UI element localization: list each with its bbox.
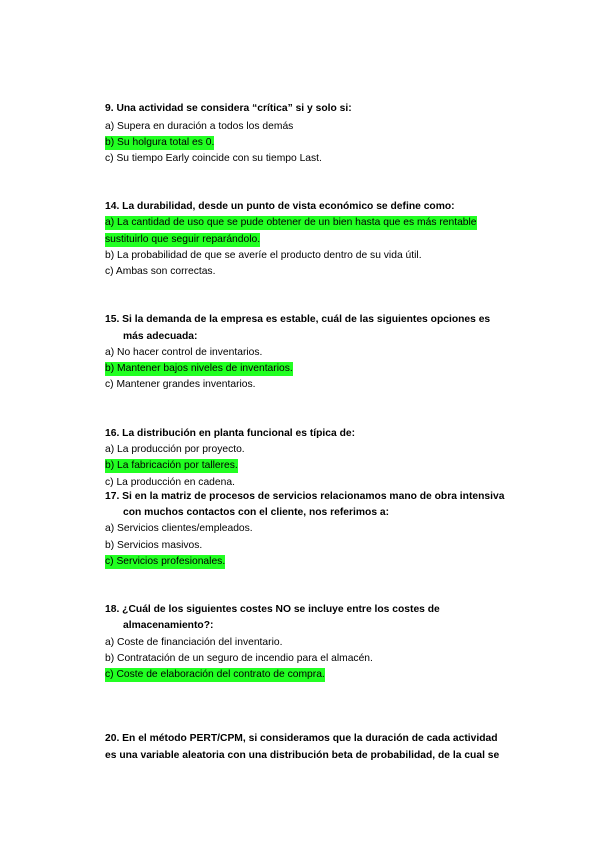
question-15-text-cont: más adecuada: xyxy=(123,331,198,342)
question-15-option-a: a) No hacer control de inventarios. xyxy=(105,347,263,358)
question-17-option-b: b) Servicios masivos. xyxy=(105,540,203,551)
question-9-option-b-correct: b) Su holgura total es 0. xyxy=(105,137,215,148)
question-17-text-cont: con muchos contactos con el cliente, nos referimos a: xyxy=(123,507,390,518)
question-16-option-c: c) La producción en cadena. xyxy=(105,477,235,488)
question-17-option-a: a) Servicios clientes/empleados. xyxy=(105,523,253,534)
question-14-option-b: b) La probabilidad de que se averíe el producto dentro de su vida útil. xyxy=(105,250,422,261)
question-16-option-a: a) La producción por proyecto. xyxy=(105,444,245,455)
question-18-text-cont: almacenamiento?: xyxy=(123,620,214,631)
question-15-option-b-correct: b) Mantener bajos niveles de inventarios. xyxy=(105,363,293,374)
question-18-option-a: a) Coste de financiación del inventario. xyxy=(105,637,283,648)
question-17-option-c-correct: c) Servicios profesionales. xyxy=(105,556,226,567)
question-14-option-a-correct: a) La cantidad de uso que se pude obtener de un bien hasta que es más rentable xyxy=(105,217,477,228)
question-20-text-cont: es una variable aleatoria con una distribución beta de probabilidad, de la cual se xyxy=(105,750,500,761)
question-14-option-a-correct-cont: sustituirlo que seguir reparándolo. xyxy=(105,234,261,245)
question-9-option-c: c) Su tiempo Early coincide con su tiempo Last. xyxy=(105,153,322,164)
question-18-option-c-correct: c) Coste de elaboración del contrato de compra. xyxy=(105,669,325,680)
question-16-option-b-correct: b) La fabricación por talleres. xyxy=(105,460,238,471)
question-15-option-c: c) Mantener grandes inventarios. xyxy=(105,379,256,390)
question-9-option-a: a) Supera en duración a todos los demás xyxy=(105,121,294,132)
question-18-text: 18. ¿Cuál de los siguientes costes NO se incluye entre los costes de xyxy=(105,604,440,615)
question-18-option-b: b) Contratación de un seguro de incendio para el almacén. xyxy=(105,653,373,664)
question-9-text: 9. Una actividad se considera “crítica” si y solo si: xyxy=(105,103,352,114)
question-16-text: 16. La distribución en planta funcional es típica de: xyxy=(105,428,356,439)
question-15-text: 15. Si la demanda de la empresa es estable, cuál de las siguientes opciones es xyxy=(105,314,491,325)
question-20-text: 20. En el método PERT/CPM, si consideramos que la duración de cada actividad xyxy=(105,733,498,744)
question-14-text: 14. La durabilidad, desde un punto de vista económico se define como: xyxy=(105,201,455,212)
question-17-text: 17. Si en la matriz de procesos de servicios relacionamos mano de obra intensiva xyxy=(105,491,505,502)
question-14-option-c: c) Ambas son correctas. xyxy=(105,266,216,277)
